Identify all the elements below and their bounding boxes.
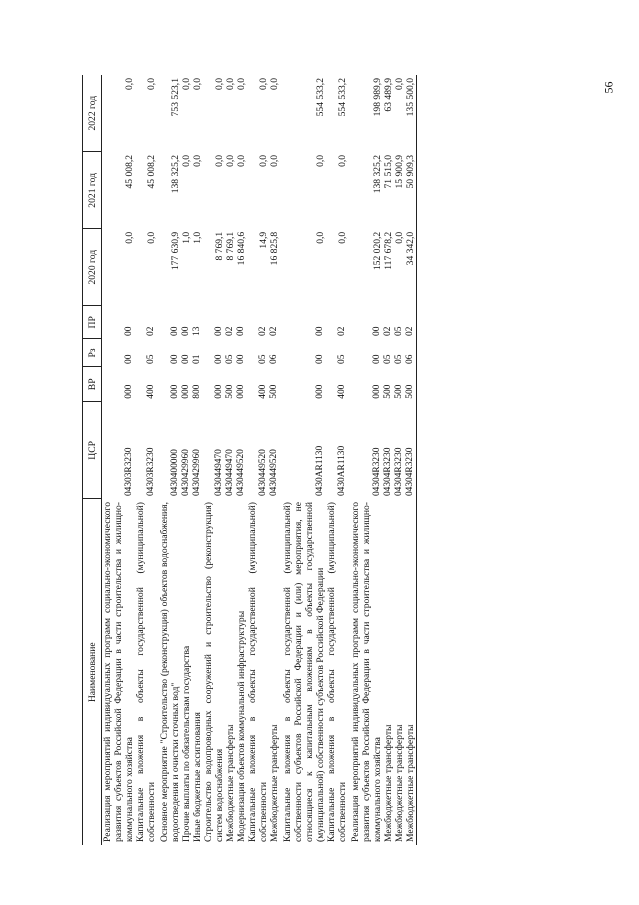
row-vr: 000: [181, 384, 191, 399]
row-2021: 138 325,2: [372, 154, 383, 194]
row-2022: 0,0: [124, 78, 135, 90]
row-2021: 138 325,2: [170, 154, 181, 194]
row-2021: 0,0: [236, 154, 247, 167]
page-number: 56: [601, 81, 616, 94]
row-pr: 02: [405, 306, 417, 339]
table-row: [157, 75, 181, 845]
row-rz: 00: [214, 354, 224, 364]
row-csr: 0430449520: [269, 449, 279, 496]
row-name: Межбюджетные трансферты: [405, 499, 417, 845]
row-pr: 00: [124, 326, 134, 336]
row-2022: 0,0: [236, 78, 247, 90]
row-name: Капитальные вложения в объекты государственной (муниципальной) собственности: [326, 502, 348, 842]
row-pr: 02: [337, 326, 347, 336]
row-rz: 05: [146, 354, 156, 364]
row-2020: 16 840,6: [236, 231, 247, 266]
row-2020: 0,0: [394, 231, 405, 244]
row-2020: 0,0: [124, 231, 135, 244]
table-row: [236, 75, 247, 845]
table-container: [82, 75, 622, 845]
col-header-pr: ПР: [83, 306, 102, 339]
row-csr: 04303R3230: [124, 447, 134, 496]
row-2022: 554 533,2: [315, 78, 326, 117]
row-2022: 0,0: [225, 78, 236, 90]
row-csr: 0430400000: [170, 449, 180, 496]
row-name: Межбюджетные трансферты: [394, 724, 405, 842]
row-vr: 000: [124, 384, 134, 399]
row-name: Строительство водопроводных сооружений и строительство (реконструкция) систем водоснабжения: [203, 502, 225, 842]
row-2022: 0,0: [192, 78, 203, 90]
table-row: [405, 75, 417, 845]
row-pr: 00: [315, 326, 325, 336]
row-csr: 0430429960: [181, 449, 191, 496]
row-2020: 14,9: [258, 231, 269, 249]
table-header-row: [83, 75, 102, 845]
row-2021: 15 900,9: [394, 154, 405, 189]
col-header-2022: 2022 год: [83, 75, 102, 152]
row-vr: 400: [146, 384, 156, 399]
row-pr: 00: [214, 326, 224, 336]
row-csr: 0430АR1130: [337, 445, 347, 496]
row-csr: 04304R3230: [405, 402, 417, 499]
row-csr: 0430449470: [214, 449, 224, 496]
row-name: Модернизация объектов коммунальной инфраструктуры: [236, 610, 247, 842]
row-vr: 500: [225, 384, 235, 399]
row-2021: 45 008,2: [124, 154, 135, 189]
row-rz: 05: [258, 354, 268, 364]
rotated-table-frame: [82, 75, 622, 845]
row-pr: 02: [269, 326, 279, 336]
row-pr: 05: [394, 326, 404, 336]
row-2020: 8 769,1: [225, 231, 236, 261]
row-2020: 117 678,2: [383, 231, 394, 270]
row-2021: 0,0: [214, 154, 225, 167]
col-header-csr: ЦСР: [83, 402, 102, 499]
col-header-2021: 2021 год: [83, 152, 102, 229]
row-2021: 0,0: [269, 154, 280, 167]
row-vr: 000: [372, 384, 382, 399]
row-csr: 04304R3230: [372, 447, 382, 496]
row-name: Капитальные вложения в объекты государственной (муниципальной) собственности: [247, 502, 269, 842]
row-2020: 0,0: [337, 231, 348, 244]
row-csr: 04304R3230: [383, 447, 393, 496]
table-row: [269, 75, 280, 845]
row-2020: 0,0: [146, 231, 157, 244]
row-name: Межбюджетные трансферты: [383, 724, 394, 842]
row-2022: 0,0: [214, 78, 225, 90]
row-name: Реализация мероприятий индивидуальных программ социально-экономического развития субъектов Российской Федерации в части строительства и жилищно-коммунального хозяйства: [350, 502, 383, 842]
row-csr: 04304R3230: [394, 447, 404, 496]
row-rz: 00: [236, 354, 246, 364]
row-2020: 1,0: [192, 231, 203, 244]
table-row: [394, 75, 405, 845]
table-row: [326, 75, 348, 845]
row-rz: 00: [315, 354, 325, 364]
row-pr: 02: [146, 326, 156, 336]
row-2021: 0,0: [225, 154, 236, 167]
table-row: [192, 75, 203, 845]
table-body: [102, 75, 417, 845]
row-2022: 0,0: [146, 78, 157, 90]
row-2022: 0,0: [181, 78, 192, 90]
row-csr: 0430АR1130: [315, 445, 325, 496]
row-name: Реализация мероприятий индивидуальных программ социально-экономического развития субъектов Российской Федерации в части строительства и жилищно-коммунального хозяйства: [102, 502, 135, 842]
row-2020: 0,0: [315, 231, 326, 244]
col-header-2020: 2020 год: [83, 229, 102, 306]
row-vr: 000: [236, 384, 246, 399]
row-rz: 00: [124, 354, 134, 364]
row-rz: 01: [192, 354, 202, 364]
row-pr: 00: [170, 326, 180, 336]
row-2020: 152 020,2: [372, 231, 383, 271]
row-2022: 753 523,1: [170, 78, 181, 117]
row-pr: 02: [225, 326, 235, 336]
table-row: [102, 75, 136, 845]
row-rz: 06: [269, 354, 279, 364]
row-vr: 000: [170, 384, 180, 399]
row-name: Капитальные вложения в объекты государственной (муниципальной) собственности субъектов Российской Федерации и (или) мероприятия, не относящиеся к капитальным вложениям в объекты государственной (муниципальной) собственности субъектов Российской Федерации: [282, 502, 326, 842]
table-row: [181, 75, 192, 845]
row-2021: 0,0: [315, 154, 326, 167]
row-vr: 800: [192, 384, 202, 399]
row-2021: 50 909,3: [405, 152, 417, 229]
col-header-rz: Рз: [83, 339, 102, 367]
row-rz: 05: [394, 354, 404, 364]
row-vr: 500: [405, 367, 417, 402]
table-row: [247, 75, 269, 845]
table-row: [225, 75, 236, 845]
row-pr: 02: [258, 326, 268, 336]
row-name: Прочие выплаты по обязательствам государства: [181, 645, 192, 842]
row-2022: 0,0: [269, 78, 280, 90]
budget-table: [82, 75, 417, 845]
row-vr: 000: [315, 384, 325, 399]
row-rz: 05: [225, 354, 235, 364]
row-name: Капитальные вложения в объекты государственной (муниципальной) собственности: [135, 502, 157, 842]
row-2021: 0,0: [192, 154, 203, 167]
row-2022: 0,0: [258, 78, 269, 90]
table-row: [203, 75, 225, 845]
table-row: [383, 75, 394, 845]
row-vr: 400: [337, 384, 347, 399]
row-csr: 0430449470: [225, 449, 235, 496]
row-csr: 04303R3230: [146, 447, 156, 496]
row-rz: 00: [372, 354, 382, 364]
row-name: Межбюджетные трансферты: [225, 724, 236, 842]
row-csr: 0430449520: [258, 449, 268, 496]
row-2020: 34 342,0: [405, 229, 417, 306]
row-name: Межбюджетные трансферты: [269, 724, 280, 842]
row-2020: 1,0: [181, 231, 192, 244]
row-2022: 63 489,9: [383, 78, 394, 112]
row-2020: 177 630,9: [170, 231, 181, 271]
row-rz: 00: [181, 354, 191, 364]
row-vr: 400: [258, 384, 268, 399]
table-row: [135, 75, 157, 845]
row-csr: 0430449520: [236, 449, 246, 496]
row-2021: 45 008,2: [146, 154, 157, 189]
row-rz: 05: [337, 354, 347, 364]
row-rz: 00: [170, 354, 180, 364]
row-pr: 13: [192, 326, 202, 336]
row-2022: 198 989,9: [372, 78, 383, 117]
row-name: Основное мероприятие "Строительство (реконструкция) объектов водоснабжения, водоотведения и очистки сточных вод": [159, 502, 181, 842]
row-pr: 00: [181, 326, 191, 336]
row-pr: 00: [372, 326, 382, 336]
row-2022: 135 500,0: [405, 75, 417, 152]
row-vr: 500: [269, 384, 279, 399]
row-2022: 0,0: [394, 78, 405, 90]
row-rz: 06: [405, 339, 417, 367]
col-header-name: Наименование: [83, 499, 102, 845]
row-2021: 0,0: [337, 154, 348, 167]
row-2021: 0,0: [258, 154, 269, 167]
row-vr: 500: [394, 384, 404, 399]
row-rz: 05: [383, 354, 393, 364]
row-vr: 500: [383, 384, 393, 399]
row-csr: 0430429960: [192, 449, 202, 496]
row-2020: 16 825,8: [269, 231, 280, 266]
row-pr: 00: [236, 326, 246, 336]
row-2020: 8 769,1: [214, 231, 225, 261]
table-row: [348, 75, 383, 845]
col-header-vr: ВР: [83, 367, 102, 402]
row-2021: 0,0: [181, 154, 192, 167]
row-vr: 000: [214, 384, 224, 399]
row-name: Иные бюджетные ассигнования: [192, 712, 203, 842]
table-row: [280, 75, 326, 845]
row-pr: 02: [383, 326, 393, 336]
row-2021: 71 515,0: [383, 154, 394, 189]
row-2022: 554 533,2: [337, 78, 348, 117]
